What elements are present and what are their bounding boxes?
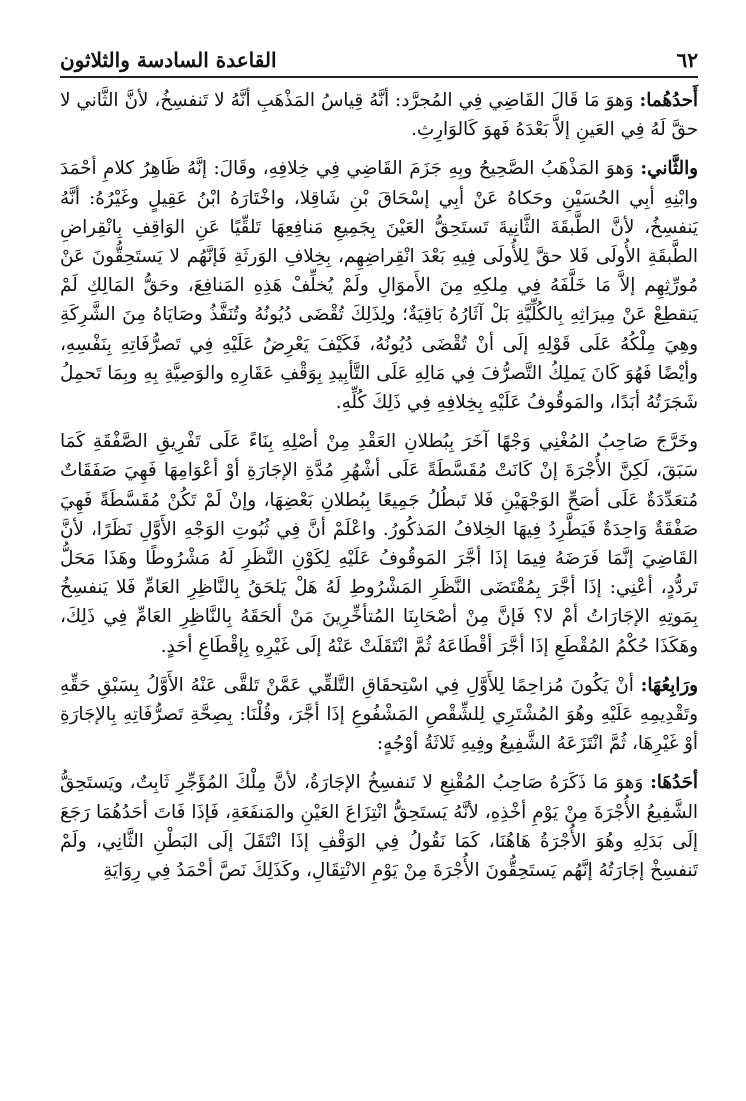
paragraph-text: وَهوَ مَا ذَكَرَهُ صَاحِبُ المُقْنِعِ لا تَنفسِخُ الإجَارَةُ، لأنَّ مِلْكَ المُؤَجِّرِ ثَابِتٌ، ويَستَحِقُّ الشَّفِيعُ الأُجْرَةَ مِنْ يَوْمِ أخْذِهِ، لأنَّهُ يَستَحِقُّ انْتِزَاعَ العَيْنِ والمَنفَعَةِ، فَإذَا فَاتَ أحَدُهُمَا رَجَعَ إلَى بَدَلِهِ وهُوَ الأُجْرَةُ هَاهُنَا، كَمَا نَقُولُ فِي الوَقْفِ إذَا انْتَقَلَ إلَى البَطْنِ الثَّانِي، ولَمْ تَنفسِخْ إجَارَتُهُ إنَّهُم يَستَحِقُّونَ الأُجْرَةَ مِنْ يَوْمِ الانْتِقَالِ، وكَذَلِكَ نَصَّ أحْمَدُ فِي رِوَايَةِ (60, 772, 698, 882)
paragraph-text: أنْ يَكُونَ مُزاحِمًا لِلأَوَّلِ فِي اسْتِحقَاقِ التَّلقِّي عَمَّنْ تَلقَّى عَنْهُ الأَوَّلُ بِسَبْقِ حَقِّهِ وتَقْدِيمِهِ عَلَيْهِ وهُوَ المُشْتَرِي لِلشِّقْصِ المَشْفُوعِ إذَا أجَّرَ، وقُلْنَا: بِصِحَّةِ تَصرُّفَاتِهِ بِالإجَارَةِ أوْ غَيْرِهَا، ثُمَّ انْتَزَعَهُ الشَّفِيعُ وفِيهِ ثَلاثَةُ أوْجُهٍ: (60, 674, 698, 755)
paragraph-text: وَهوَ المَذْهَبُ الصَّحِيحُ وبِهِ جَزَمَ القَاضِي فِي خِلافِهِ، وقَالَ: إنَّهُ ظَاهِرُ كلامِ أحْمَدَ وابْنِهِ أبِي الحُسَيْنِ وحَكاهُ عَنْ أبِي إسْحَاقَ بْنِ شَاقِلا، واخْتَارَهُ ابْنُ عَقِيلٍ وغَيْرُهُ: أنَّهُ يَنفسِخُ، لأنَّ الطَّبقَةَ الثَّانِيةَ تَستَحِقُّ العَيْنَ بِجَمِيعِ مَنافِعِهَا تَلقِّيًا عَنِ الوَاقِفِ بِانْقِراضِ الطَّبقَةِ الأُولَى فَلا حقَّ لِلأُولَى فِيهِ بَعْدَ انْقِراضِهِم، بِخِلافِ الوَرثَةِ فَإنَّهُم لا يَستَحِقُّونَ عَنْ مُورِّثِهِم إلاَّ مَا خَلَّفَهُ فِي مِلكِهِ مِنَ الأَموَالِ ولَمْ يُخلِّفْ هَذِهِ المَنافِعَ، وحَقُّ المَالِكِ لَمْ يَنقطِعْ عَنْ مِيرَاثِهِ بِالكُلِّيَّةِ بَلْ آثَارُهُ بَاقِيَةٌ؛ ولِذَلِكَ تُقْضَى دُيُونُهُ وتُنَفَّذُ وصَايَاهُ مِنَ الشَّرِكَةِ وهِيَ مِلْكُهُ عَلَى قَوْلِهِ إلَى أنْ تُقْضَى دُيُونُهُ، فَكَيْفَ يَعْرِضُ عَلَيْهِ فِي تَصرُّفَاتِهِ بِنَفْسِهِ، وأيْضًا فَهُوَ كَانَ يَملِكُ التَّصرُّفَ فِي مَالِهِ عَلَى التَّأبِيدِ بِوَقْفِ عَقَارِهِ والوَصِيَّةِ بِهِ وبِمَا تَحمِلُ شَجَرَتُهُ أبَدًا، والمَوقُوفُ عَلَيْهِ بِخِلافِهِ فِي ذَلِكَ كُلِّهِ. (60, 158, 698, 414)
paragraph-lead: ورَابِعُهَا: (640, 674, 698, 696)
page-body (60, 86, 698, 885)
page-number: ٦٢ (676, 48, 698, 72)
paragraph-first-opinion (60, 768, 698, 885)
paragraph-lead: أَحدُهُما: (639, 90, 698, 111)
paragraph-lead: أحَدُهَا: (650, 772, 698, 794)
paragraph-second-view (60, 154, 698, 417)
paragraph-mughni-view (60, 427, 698, 661)
paragraph-first-view (60, 86, 698, 144)
paragraph-text: وَهوَ مَا قَالَ القَاضِي فِي المُجرَّد: أنَّهُ قِياسُ المَذْهَبِ أنَّهُ لا تَنفسِخُ، لأنَّ الثَّاني لا حقَّ لَهُ فِي العَينِ إلاَّ بَعْدَهُ فَهوَ كَالوَارِثِ. (60, 90, 698, 141)
page-header (60, 40, 698, 78)
paragraph-fourth-case (60, 671, 698, 759)
running-title: القاعدة السادسة والثلاثون (60, 48, 277, 72)
book-page (60, 40, 698, 1090)
paragraph-text: وخَرَّجَ صَاحِبُ المُغْنِي وَجْهًا آخَرَ بِبُطلانِ العَقْدِ مِنْ أصْلِهِ بِنَاءً عَلَى تَفْرِيقِ الصَّفْقَةِ كَمَا سَبَقَ، لَكِنَّ الأُجْرَةَ إنْ كَانَتْ مُقَسَّطَةً عَلَى أشْهُرِ مُدَّةِ الإجَارَةِ أوْ أعْوَامِهَا فَهِيَ صَفَقَاتٌ مُتعَدِّدَةٌ عَلَى أصَحِّ الوَجْهَيْنِ فَلا تَبطُلُ جَمِيعًا بِبُطلانِ بَعْضِهَا، وإنْ لَمْ تَكُنْ مُقَسَّطَةً فَهِيَ صَفْقَةٌ وَاحِدَةٌ فَيَطَّرِدُ فِيهَا الخِلافُ المَذكُورُ. واعْلَمْ أنَّ فِي ثُبُوتِ الوَجْهِ الأَوَّلِ نَظَرًا، لأنَّ القَاضِيَ إنَّمَا فَرَضَهُ فِيمَا إذَا أجَّرَ المَوقُوفُ عَلَيْهِ لِكَوْنِ النَّظَرِ لَهُ مَشْرُوطًا وهَذَا مَحَلُّ تَردُّدٍ، أعْنِي: إذَا أجَّرَ بِمُقْتَضَى النَّظَرِ المَشْرُوطِ لَهُ هَلْ يَلحَقُ بِالنَّاظِرِ العَامِّ فَلا يَنفسِخُ بِمَوتِهِ الإجَارَاتُ أمْ لا؟ فَإنَّ مِنْ أصْحَابِنَا المُتأخِّرِينَ مَنْ ألحَقَهُ بِالنَّاظِرِ العَامِّ فِي ذَلِكَ، وهَكَذَا حُكْمُ المُقْطَعِ إذَا أجَّرَ أقْطَاعَهُ ثُمَّ انْتَقَلَتْ عَنْهُ إلَى غَيْرِهِ بِإقْطَاعِ أحَدٍ. (60, 431, 698, 657)
paragraph-lead: والثَّاني: (640, 158, 698, 180)
